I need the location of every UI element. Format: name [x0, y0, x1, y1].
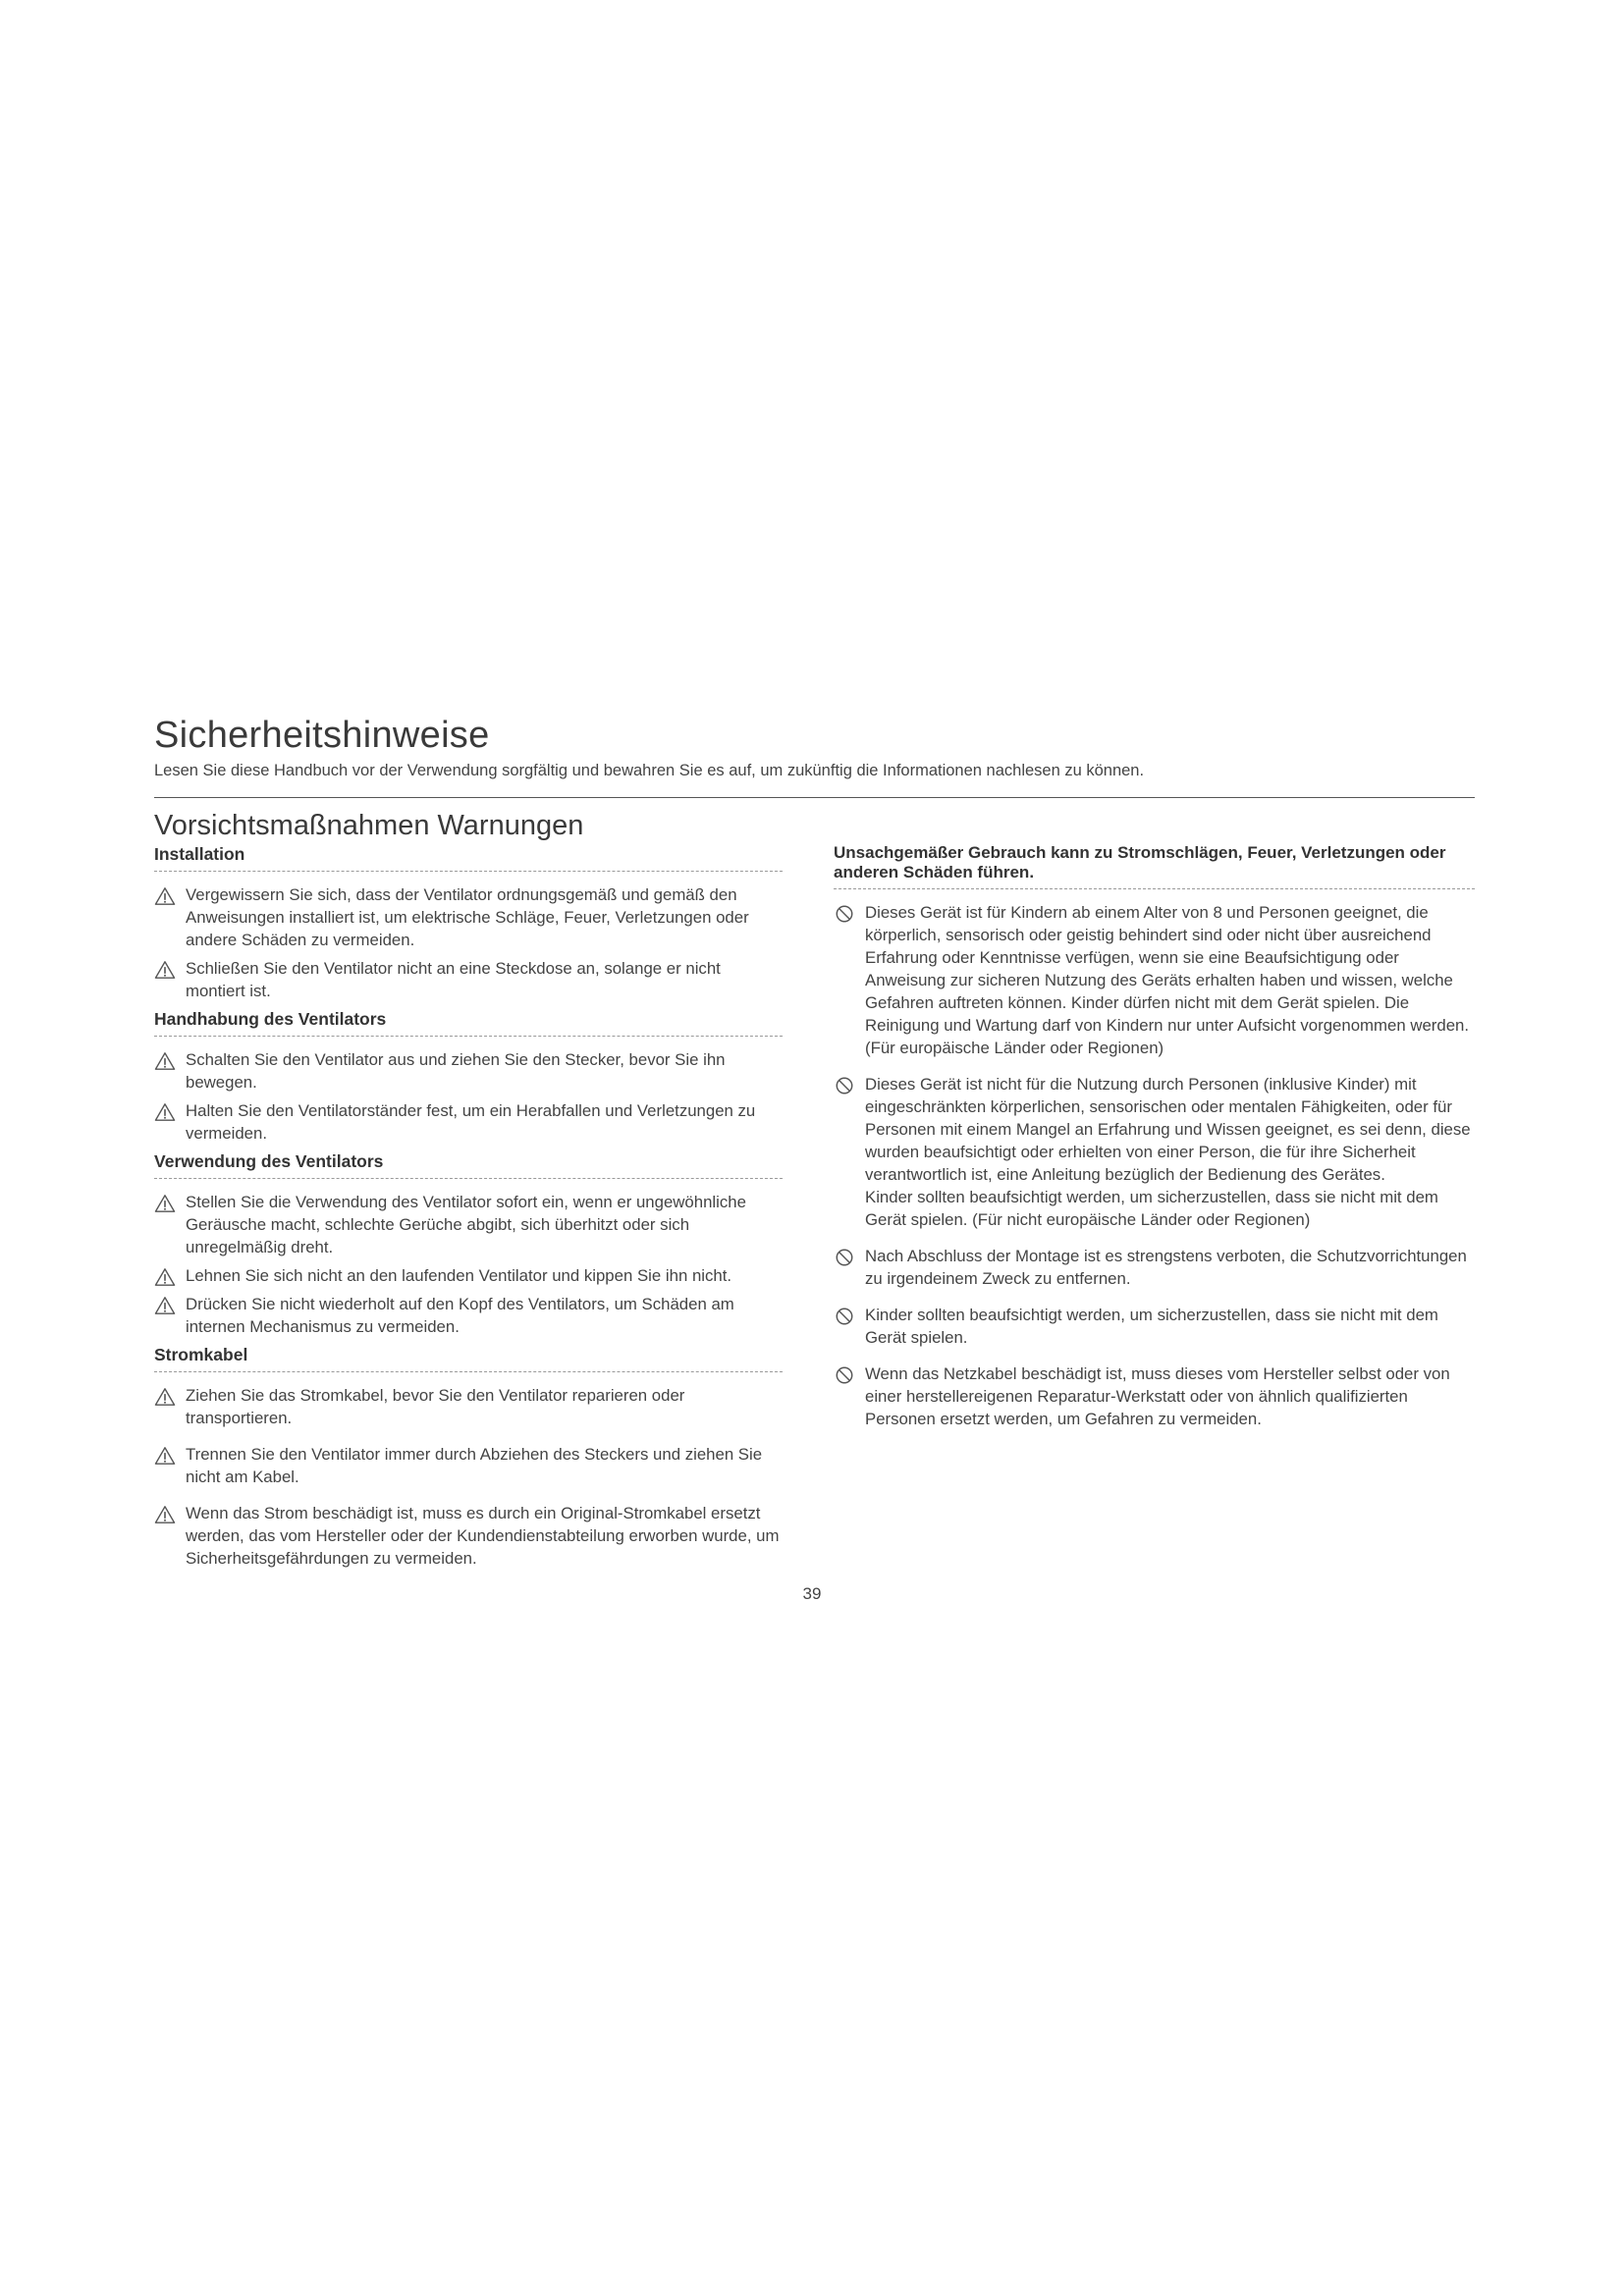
handhabung-block: [154, 1008, 783, 1145]
warning-triangle-icon: [154, 1296, 176, 1315]
warning-item: [154, 1384, 783, 1429]
prohibition-text-continued: Kinder sollten beaufsichtigt werden, um sicherzustellen, dass sie nicht mit dem Gerät spielen. (Für nicht europäische Länder oder Regionen): [865, 1188, 1438, 1229]
prohibition-item: [834, 1245, 1475, 1290]
warning-item: [154, 1443, 783, 1488]
page-title: Sicherheitshinweise: [154, 715, 490, 756]
handhabung-heading: Handhabung des Ventilators: [154, 1009, 387, 1029]
dashed-divider: [154, 871, 783, 872]
warning-item: [154, 883, 783, 951]
warning-triangle-icon: [154, 1194, 176, 1213]
installation-heading: Installation: [154, 844, 245, 864]
warning-text: Wenn das Strom beschädigt ist, muss es durch ein Original-Stromkabel ersetzt werden, das vom Hersteller oder der Kundendienstabteilung erworben wurde, um Sicherheitsgefährdungen zu vermeiden.: [186, 1504, 780, 1568]
prohibition-text: Nach Abschluss der Montage ist es strengstens verboten, die Schutzvorrichtungen zu irgendeinem Zweck zu entfernen.: [865, 1247, 1467, 1288]
dashed-divider: [154, 1371, 783, 1372]
warning-triangle-icon: [154, 1051, 176, 1071]
prohibited-icon: [834, 1307, 855, 1326]
warning-triangle-icon: [154, 1446, 176, 1466]
warning-triangle-icon: [154, 1267, 176, 1287]
warning-item: [154, 1048, 783, 1094]
warning-text: Ziehen Sie das Stromkabel, bevor Sie den Ventilator reparieren oder transportieren.: [186, 1386, 685, 1427]
warning-item: [154, 957, 783, 1002]
warning-text: Halten Sie den Ventilatorständer fest, um ein Herabfallen und Verletzungen zu vermeiden.: [186, 1101, 756, 1143]
prohibition-text: Kinder sollten beaufsichtigt werden, um sicherzustellen, dass sie nicht mit dem Gerät spielen.: [865, 1306, 1438, 1347]
manual-page: [154, 713, 1475, 1568]
dashed-divider: [834, 888, 1475, 889]
intro-text: Lesen Sie diese Handbuch vor der Verwendung sorgfältig und bewahren Sie es auf, um zukünftig die Informationen nachlesen zu können.: [154, 762, 1145, 779]
warning-text: Stellen Sie die Verwendung des Ventilator sofort ein, wenn er ungewöhnliche Geräusche macht, schlechte Gerüche abgibt, sich überhitzt oder sich unregelmäßig dreht.: [186, 1193, 746, 1256]
verwendung-heading: Verwendung des Ventilators: [154, 1151, 384, 1171]
prohibition-item: [834, 1362, 1475, 1430]
prohibited-icon: [834, 1076, 855, 1095]
title-divider: [154, 797, 1475, 798]
warning-text: Trennen Sie den Ventilator immer durch Abziehen des Steckers und ziehen Sie nicht am Kabel.: [186, 1445, 763, 1486]
warning-text: Vergewissern Sie sich, dass der Ventilator ordnungsgemäß und gemäß den Anweisungen installiert ist, um elektrische Schläge, Feuer, Verletzungen oder andere Schäden zu vermeiden.: [186, 885, 749, 949]
prohibition-text: Dieses Gerät ist nicht für die Nutzung durch Personen (inklusive Kinder) mit eingeschränkten körperlichen, sensorischen oder mentalen Fähigkeiten, oder für Personen mit einem Mangel an Erfahrung und Wissen geeignet, es sei denn, diese wurden beaufsichtigt oder erhielten von einer Person, die für ihre Sicherheit verantwortlich ist, eine Anleitung bezüglich der Bedienung des Gerätes.: [865, 1075, 1471, 1184]
warning-item: [154, 1191, 783, 1258]
stromkabel-heading: Stromkabel: [154, 1345, 248, 1364]
left-column: [154, 843, 783, 1575]
warning-triangle-icon: [154, 1102, 176, 1122]
prohibition-item: [834, 901, 1475, 1059]
warning-triangle-icon: [154, 960, 176, 980]
warning-item: [154, 1264, 783, 1287]
warning-text: Drücken Sie nicht wiederholt auf den Kopf des Ventilators, um Schäden am internen Mechanismus zu vermeiden.: [186, 1295, 734, 1336]
prohibition-item: [834, 1073, 1475, 1231]
warning-triangle-icon: [154, 886, 176, 906]
prohibited-icon: [834, 1365, 855, 1385]
prohibited-icon: [834, 1248, 855, 1267]
page-number: 39: [802, 1584, 822, 1603]
stromkabel-block: [154, 1344, 783, 1570]
dashed-divider: [154, 1036, 783, 1037]
section-title: Vorsichtsmaßnahmen Warnungen: [154, 810, 584, 841]
verwendung-block: [154, 1150, 783, 1338]
warning-text: Lehnen Sie sich nicht an den laufenden Ventilator und kippen Sie ihn nicht.: [186, 1266, 732, 1285]
misuse-heading: Unsachgemäßer Gebrauch kann zu Stromschlägen, Feuer, Verletzungen oder anderen Schäden führen.: [834, 843, 1446, 881]
warning-triangle-icon: [154, 1505, 176, 1524]
warning-text: Schalten Sie den Ventilator aus und ziehen Sie den Stecker, bevor Sie ihn bewegen.: [186, 1050, 726, 1092]
dashed-divider: [154, 1178, 783, 1179]
prohibited-icon: [834, 904, 855, 924]
warning-triangle-icon: [154, 1387, 176, 1407]
prohibition-text: Dieses Gerät ist für Kindern ab einem Alter von 8 und Personen geeignet, die körperlich, sensorisch oder geistig behindert sind oder nicht über ausreichend Erfahrung oder Kenntnisse verfügen, wenn sie eine Beaufsichtigung oder Anweisung zur sicheren Nutzung des Geräts erhalten haben und wissen, welche Gefahren auftreten können. Kinder dürfen nicht mit dem Gerät spielen. Die Reinigung und Wartung darf von Kindern nur unter Aufsicht vorgenommen werden. (Für europäische Länder oder Regionen): [865, 903, 1470, 1057]
warning-item: [154, 1293, 783, 1338]
two-column-body: [154, 843, 1475, 1568]
installation-block: [154, 843, 783, 1002]
warning-item: [154, 1502, 783, 1570]
right-column: [834, 843, 1475, 1436]
prohibition-text: Wenn das Netzkabel beschädigt ist, muss dieses vom Hersteller selbst oder von einer herstellereigenen Reparatur-Werkstatt oder von ähnlich qualifizierten Personen ersetzt werden, um Gefahren zu vermeiden.: [865, 1364, 1450, 1428]
prohibition-item: [834, 1304, 1475, 1349]
warning-item: [154, 1099, 783, 1145]
warning-text: Schließen Sie den Ventilator nicht an eine Steckdose an, solange er nicht montiert ist.: [186, 959, 721, 1000]
